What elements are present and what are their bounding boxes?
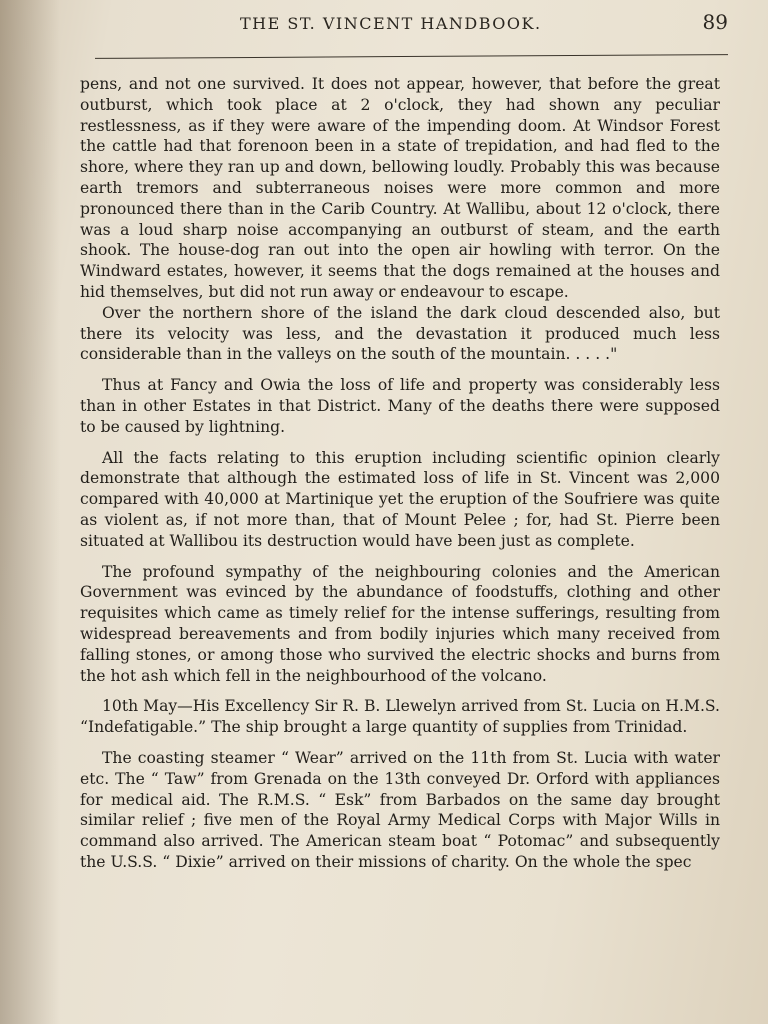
paragraph-sympathy: The profound sympathy of the neighbouring colonies and the American Government was evinced by the abundance of foodstuffs, clothing and other requisites which came as timely relief for the intense sufferings, resulting from widespread bereavements and from bodily injuries which many received from falling stones, or among those who survived the electric shocks and burns from the hot ash which fell in the neighbourhood of the volcano. [80, 562, 720, 685]
body-text [80, 74, 720, 883]
paragraph-northern-shore: Over the northern shore of the island the dark cloud descended also, but there its velocity was less, and the devastation it produced much less considerable than in the valleys on the south of the mountain. . . . ." [80, 303, 720, 364]
paragraph-continued: pens, and not one survived. It does not appear, however, that before the great outburst, which took place at 2 o'clock, they had shown any peculiar restlessness, as if they were aware of the impending doom. At Windsor Forest the cattle had that forenoon been in a state of trepidation, and had fled to the shore, where they ran up and down, bellowing loudly. Probably this was because earth tremors and subterraneous noises were more common and more pronounced there than in the Carib Country. At Wallibu, about 12 o'clock, there was a loud sharp noise accompanying an outburst of steam, and the earth shook. The house-dog ran out into the open air howling with terror. On the Windward estates, however, it seems that the dogs remained at the houses and hid themselves, but did not run away or endeavour to escape. [80, 75, 720, 301]
page-number: 89 [702, 10, 728, 34]
paragraph-governor-arrival: 10th May—His Excellency Sir R. B. Llewelyn arrived from St. Lucia on H.M.S. “Indefatigable.” The ship brought a large quantity of supplies from Trinidad. [80, 697, 720, 737]
paragraph-eruption-facts: All the facts relating to this eruption including scientific opinion clearly demonstrate that although the estimated loss of life in St. Vincent was 2,000 compared with 40,000 at Martinique yet the eruption of the Soufriere was quite as violent as, if not more than, that of Mount Pelee ; for, had St. Pierre been situated at Wallibou its destruction would have been just as complete. [80, 448, 720, 550]
running-head: THE ST. VINCENT HANDBOOK. [240, 14, 542, 33]
page-header [240, 10, 728, 40]
header-rule [95, 54, 728, 59]
paragraph-relief-ships: The coasting steamer “ Wear” arrived on the 11th from St. Lucia with water etc. The “ Taw” from Grenada on the 13th conveyed Dr. Orford with appliances for medical aid. The R.M.S. “ Esk” from Barbados on the same day brought similar relief ; five men of the Royal Army Medical Corps with Major Wills in command also arrived. The American steam boat “ Potomac” and subsequently the U.S.S. “ Dixie” arrived on their missions of charity. On the whole the spec [80, 748, 720, 871]
paragraph-fancy-owia: Thus at Fancy and Owia the loss of life and property was considerably less than in other Estates in that District. Many of the deaths there were supposed to be caused by lightning. [80, 376, 720, 436]
